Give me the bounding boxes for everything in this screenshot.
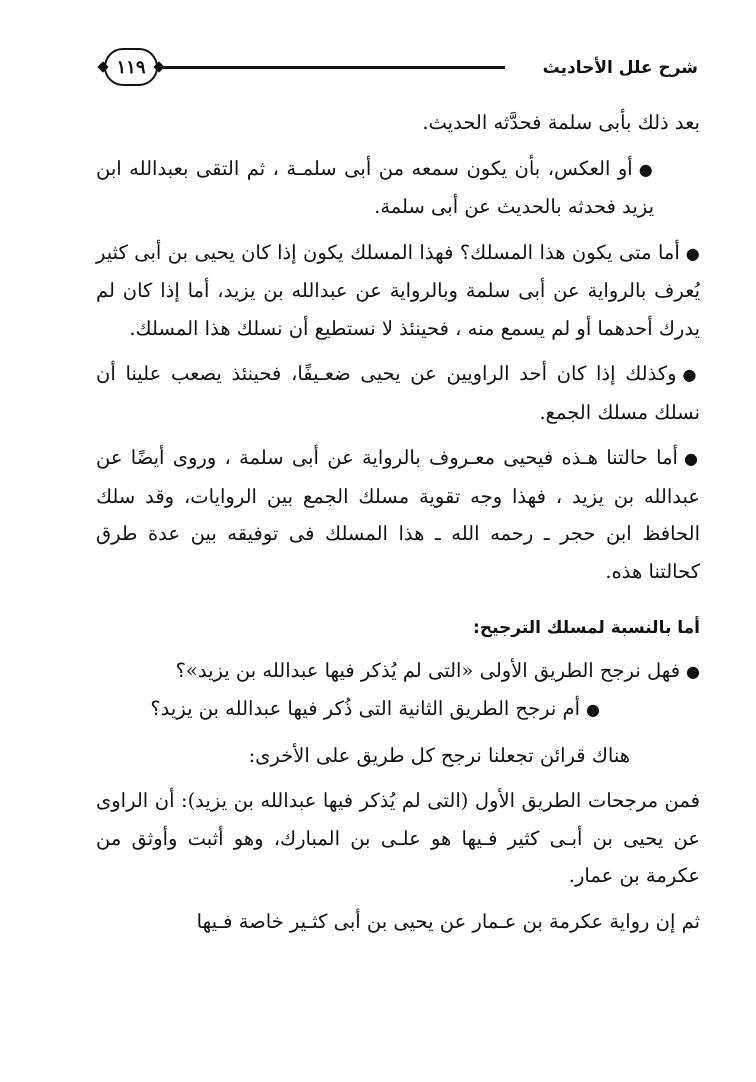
question-2 (96, 690, 700, 729)
page-header (0, 0, 756, 110)
closing-paragraph-1 (96, 737, 700, 775)
paragraph-3 (96, 234, 700, 348)
bullet-icon: ● (586, 700, 600, 719)
paragraph-text: وكذلك إذا كان أحد الراويين عن يحيى ضعـيفًا، فحينئذ يصعب علينا أن نسلك مسلك الجمع. (96, 362, 700, 424)
running-title: شرح علل الأحاديث (542, 58, 698, 78)
paragraph-text: بعد ذلك بأبى سلمة فحدَّثه الحديث. (422, 111, 700, 134)
paragraph-text: فمن مرجحات الطريق الأول (التى لم يُذكر فيها عبدالله بن يزيد): أن الراوى عن يحيى بن أبـى كثير فـيها هو علـى بن المبارك، وهو أثبت وأوثق من عكرمة بن عمار. (96, 789, 700, 887)
bullet-icon: ● (686, 661, 700, 681)
page-number: ١١٩ (104, 48, 158, 86)
bullet-icon: ● (638, 159, 654, 179)
question-text: أم نرجح الطريق الثانية التى ذُكر فيها عبدالله بن يزيد؟ (150, 697, 581, 720)
paragraph-5 (96, 439, 700, 590)
header-rule (160, 66, 505, 69)
closing-paragraph-2 (96, 782, 700, 895)
paragraph-text: أو العكس، بأن يكون سمعه من أبى سلمـة ، ثم التقى بعبدالله ابن يزيد فحدثه بالحديث عن أبى سلمة. (96, 156, 654, 218)
paragraph-4 (96, 355, 700, 431)
paragraph-text: ثم إن رواية عكرمة بن عـمار عن يحيى بن أبى كثـير خاصة فـيها (196, 909, 700, 933)
section-heading: أما بالنسبة لمسلك الترجيح: (473, 618, 700, 638)
paragraph-2 (96, 150, 700, 226)
question-1 (96, 652, 700, 691)
paragraph-text: أما متى يكون هذا المسلك؟ فهذا المسلك يكون إذا كان يحيى بن أبى كثير يُعرف بالرواية عن أبى سلمة وبالرواية عن عبدالله بن يزيد، أما إذا كان لم يدرك أحدهما أو لم يسمع منه ، فحينئذ لا نستطيع أن نسلك هذا المسلك. (96, 240, 700, 340)
closing-paragraph-3 (96, 903, 700, 941)
bullet-icon: ● (683, 449, 700, 468)
body-text (96, 104, 700, 948)
paragraph-text: أما حالتنا هـذه فيحيى معـروف بالرواية عن أبى سلمة ، وروى أيضًا عن عبدالله بن يزيد ، فهذا وجه تقوية مسلك الجمع بين الروايات، وقد سلك الحافظ ابن حجر ـ رحمه الله ـ هذا المسلك فى توفيقه بين عدة طرق كحالتنا هذه. (96, 446, 700, 583)
bullet-icon: ● (682, 365, 700, 384)
paragraph-text: هناك قرائن تجعلنا نرجح كل طريق على الأخرى: (248, 743, 630, 767)
question-text: فهل نرجح الطريق الأولى «التى لم يُذكر فيها عبدالله بن يزيد»؟ (175, 658, 681, 682)
paragraph-1 (96, 104, 700, 142)
bullet-icon: ● (685, 243, 700, 263)
